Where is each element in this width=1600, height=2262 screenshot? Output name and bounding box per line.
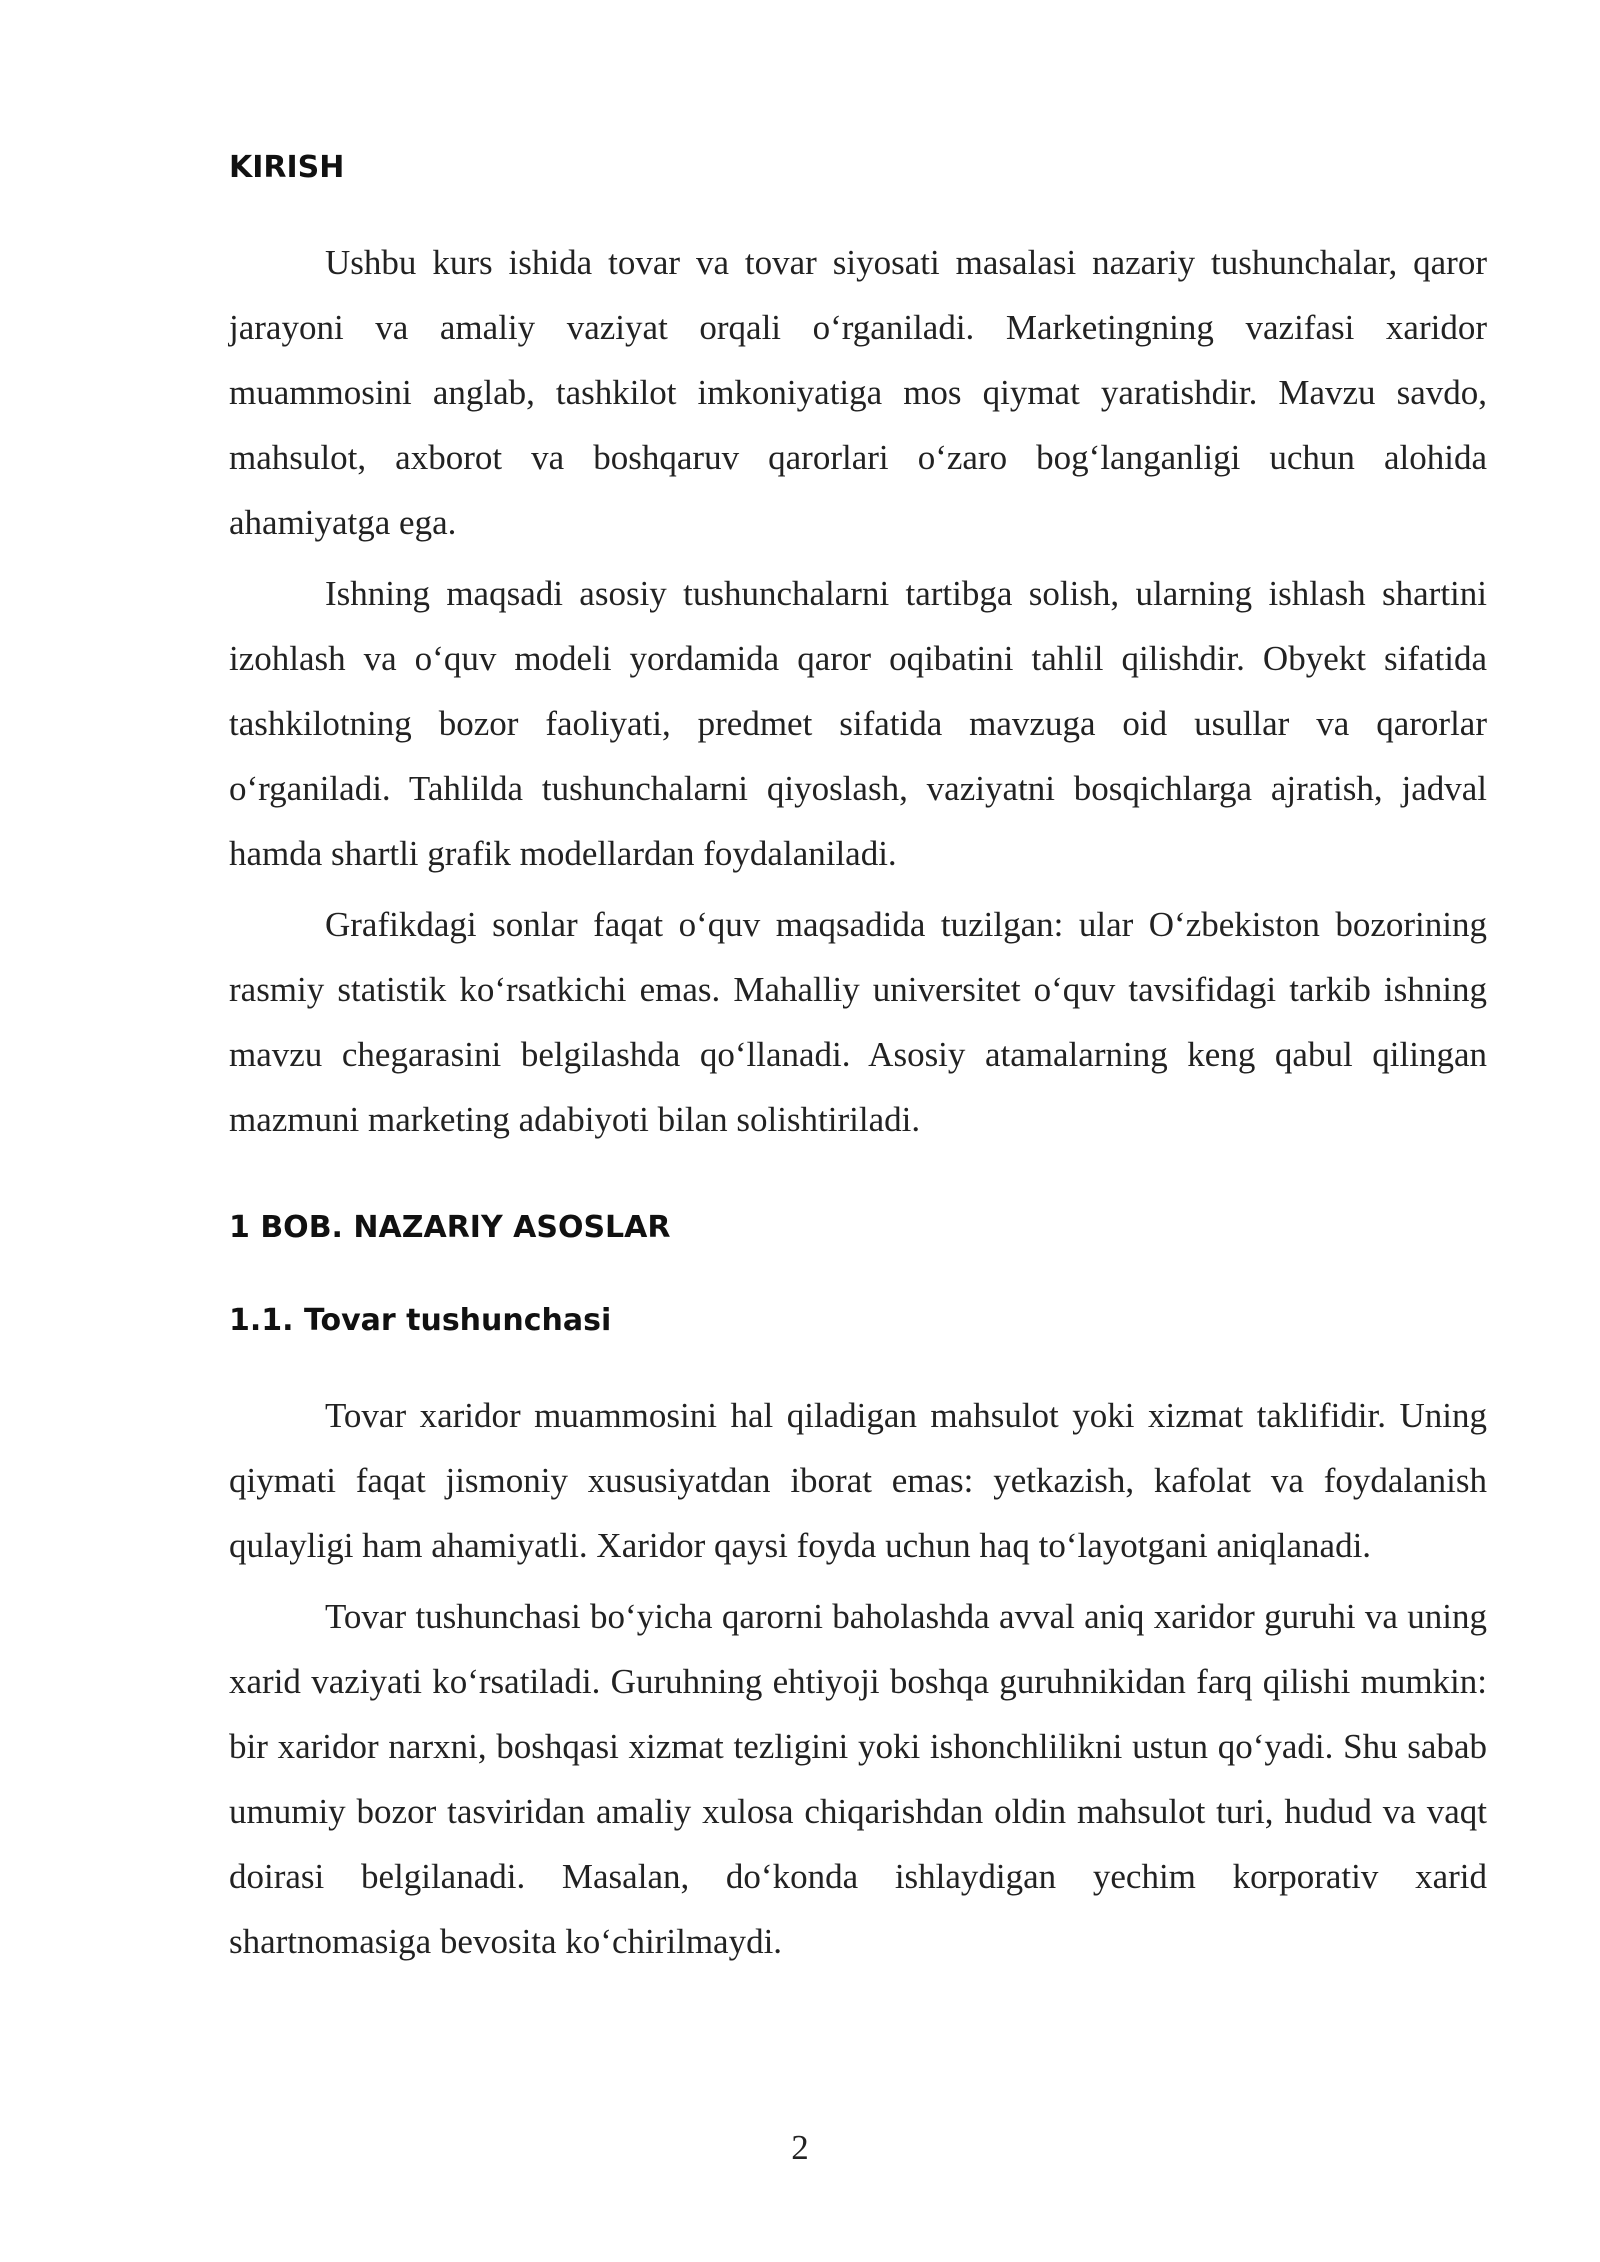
intro-heading: KIRISH (229, 150, 345, 185)
intro-paragraph: Ushbu kurs ishida tovar va tovar siyosati masalasi nazariy tushunchalar, qaror jarayoni va amaliy vaziyat orqali o‘rganiladi. Marketingning vazifasi xaridor muammosini anglab, tashkilot imkoniyatiga mos qiymat yaratishdir. Mavzu savdo, mahsulot, axborot va boshqaruv qarorlari o‘zaro bog‘langanligi uchun alohida ahamiyatga ega. (229, 243, 1487, 542)
chapter-heading: 1 BOB. NAZARIY ASOSLAR (229, 1210, 671, 1245)
intro-paragraph: Ishning maqsadi asosiy tushunchalarni tartibga solish, ularning ishlash shartini izohlash va o‘quv modeli yordamida qaror oqibatini tahlil qilishdir. Obyekt sifatida tashkilotning bozor faoliyati, predmet sifatida mavzuga oid usullar va qarorlar o‘rganiladi. Tahlilda tushunchalarni qiyoslash, vaziyatni bosqichlarga ajratish, jadval hamda shartli grafik modellardan foydalaniladi. (229, 574, 1487, 873)
section-heading: 1.1. Tovar tushunchasi (229, 1303, 612, 1338)
intro-paragraph: Grafikdagi sonlar faqat o‘quv maqsadida tuzilgan: ular O‘zbekiston bozorining rasmiy statistik ko‘rsatkichi emas. Mahalliy universitet o‘quv tavsifidagi tarkib ishning mavzu chegarasini belgilashda qo‘llanadi. Asosiy atamalarning keng qabul qilingan mazmuni marketing adabiyoti bilan solishtiriladi. (229, 905, 1487, 1139)
page-content (229, 150, 1487, 1980)
section-paragraph: Tovar xaridor muammosini hal qiladigan mahsulot yoki xizmat taklifidir. Uning qiymati faqat jismoniy xususiyatdan iborat emas: yetkazish, kafolat va foydalanish qulayligi ham ahamiyatli. Xaridor qaysi foyda uchun haq to‘layotgani aniqlanadi. (229, 1396, 1487, 1565)
page-number: 2 (791, 2128, 809, 2167)
section-paragraph: Tovar tushunchasi bo‘yicha qarorni baholashda avval aniq xaridor guruhi va uning xarid vaziyati ko‘rsatiladi. Guruhning ehtiyoji boshqa guruhnikidan farq qilishi mumkin: bir xaridor narxni, boshqasi xizmat tezligini yoki ishonchlilikni ustun qo‘yadi. Shu sabab umumiy bozor tasviridan amaliy xulosa chiqarishdan oldin mahsulot turi, hudud va vaqt doirasi belgilanadi. Masalan, do‘konda ishlaydigan yechim korporativ xarid shartnomasiga bevosita ko‘chirilmaydi. (229, 1597, 1487, 1961)
